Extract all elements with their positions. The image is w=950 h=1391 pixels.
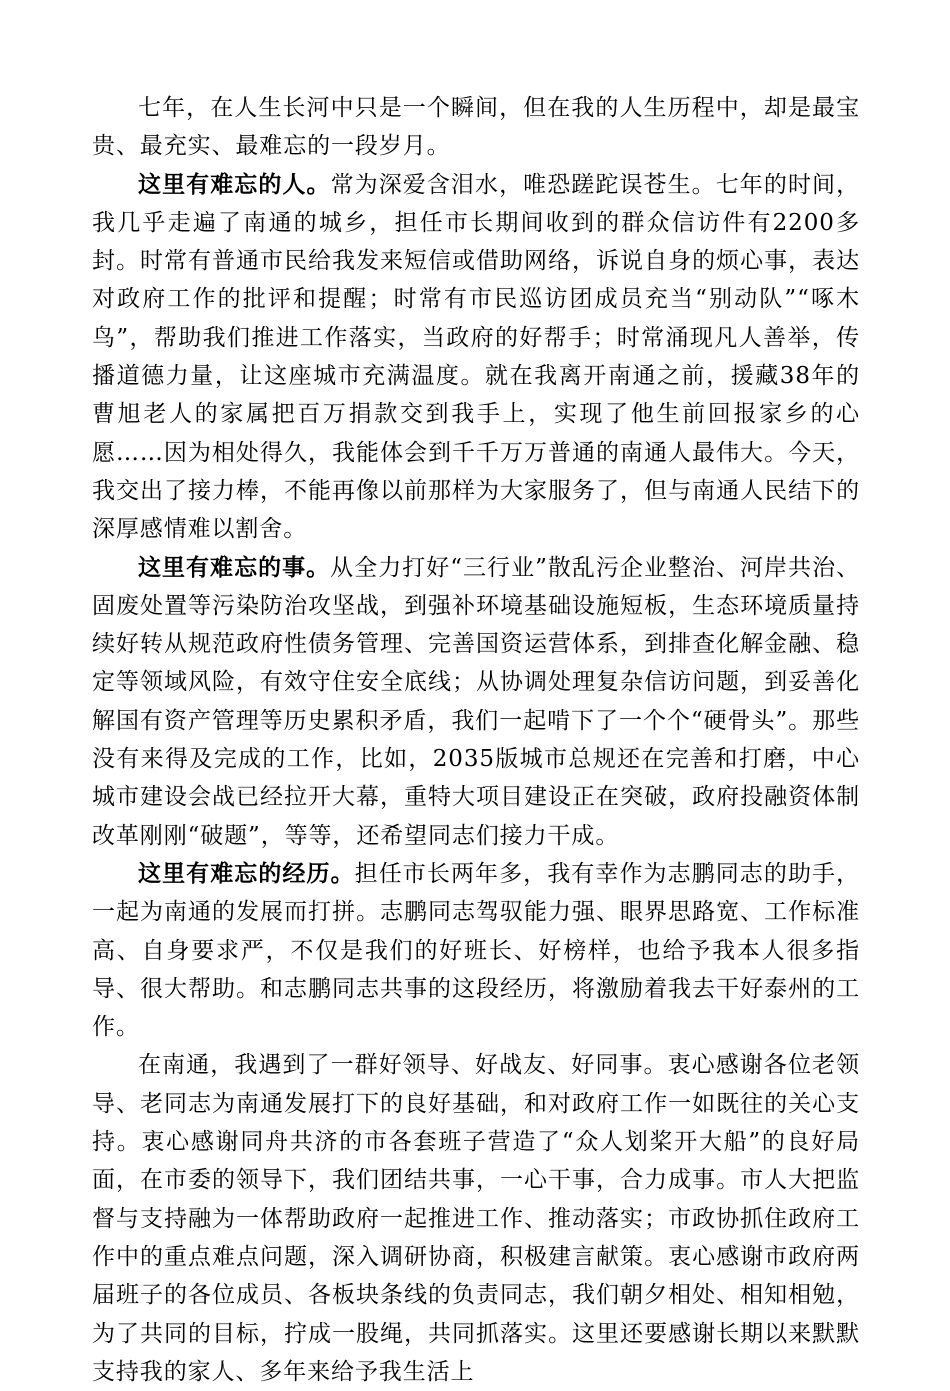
paragraph-experience (92, 855, 860, 1046)
paragraph-heading: 这里有难忘的经历。 (138, 859, 355, 887)
paragraph-body: 在南通，我遇到了一群好领导、好战友、好同事。衷心感谢各位老领导、老同志为南通发展打下的良好基础，和对政府工作一如既往的关心支持。衷心感谢同舟共济的市各套班子营造了“众人划桨开大船”的良好局面，在市委的领导下，我们团结共事，一心干事，合力成事。市人大把监督与支持融为一体帮助政府一起推进工作、推动落实；市政协抓住政府工作中的重点难点问题，深入调研协商，积极建言献策。衷心感谢市政府两届班子的各位成员、各板块条线的负责同志，我们朝夕相处、相知相勉，为了共同的目标，拧成一股绳，共同抓落实。这里还要感谢长期以来默默支持我的家人、多年来给予我生活上 (92, 1052, 860, 1385)
paragraph-body: 从全力打好“三行业”散乱污企业整治、河岸共治、固废处置等污染防治攻坚战，到强补环境基础设施短板，生态环境质量持续好转从规范政府性债务管理、完善国资运营体系，到排查化解金融、稳定等领域风险，有效守住安全底线；从协调处理复杂信访问题，到妥善化解国有资产管理等历史累积矛盾，我们一起啃下了一个个“硬骨头”。那些没有来得及完成的工作，比如，2035版城市总规还在完善和打磨，中心城市建设会战已经拉开大幕，重特大项目建设正在突破，政府投融资体制改革刚刚“破题”，等等，还希望同志们接力干成。 (92, 554, 860, 849)
paragraph-heading: 这里有难忘的事。 (138, 553, 331, 581)
paragraph-body: 七年，在人生长河中只是一个瞬间，但在我的人生历程中，却是最宝贵、最充实、最难忘的一段岁月。 (92, 95, 860, 160)
document-page (92, 89, 860, 1391)
paragraph-body: 常为深爱含泪水，唯恐蹉跎误苍生。七年的时间，我几乎走遍了南通的城乡，担任市长期间收到的群众信访件有2200多封。时常有普通市民给我发来短信或借助网络，诉说自身的烦心事，表达对政府工作的批评和提醒；时常有市民巡访团成员充当“别动队”“啄木鸟”，帮助我们推进工作落实，当政府的好帮手；时常涌现凡人善举，传播道德力量，让这座城市充满温度。就在我离开南通之前，援藏38年的曹旭老人的家属把百万捐款交到我手上，实现了他生前回报家乡的心愿……因为相处得久，我能体会到千千万万普通的南通人最伟大。今天，我交出了接力棒，不能再像以前那样为大家服务了，但与南通人民结下的深厚感情难以割舍。 (92, 171, 860, 543)
paragraph-events (92, 549, 860, 855)
paragraph-intro (92, 89, 860, 166)
paragraph-body: 担任市长两年多，我有幸作为志鹏同志的助手，一起为南通的发展而打拼。志鹏同志驾驭能力强、眼界思路宽、工作标准高、自身要求严，不仅是我们的好班长、好榜样，也给予我本人很多指导、很大帮助。和志鹏同志共事的这段经历，将激励着我去干好泰州的工作。 (92, 860, 860, 1041)
paragraph-people (92, 166, 860, 549)
paragraph-thanks (92, 1046, 860, 1391)
paragraph-heading: 这里有难忘的人。 (138, 170, 331, 198)
